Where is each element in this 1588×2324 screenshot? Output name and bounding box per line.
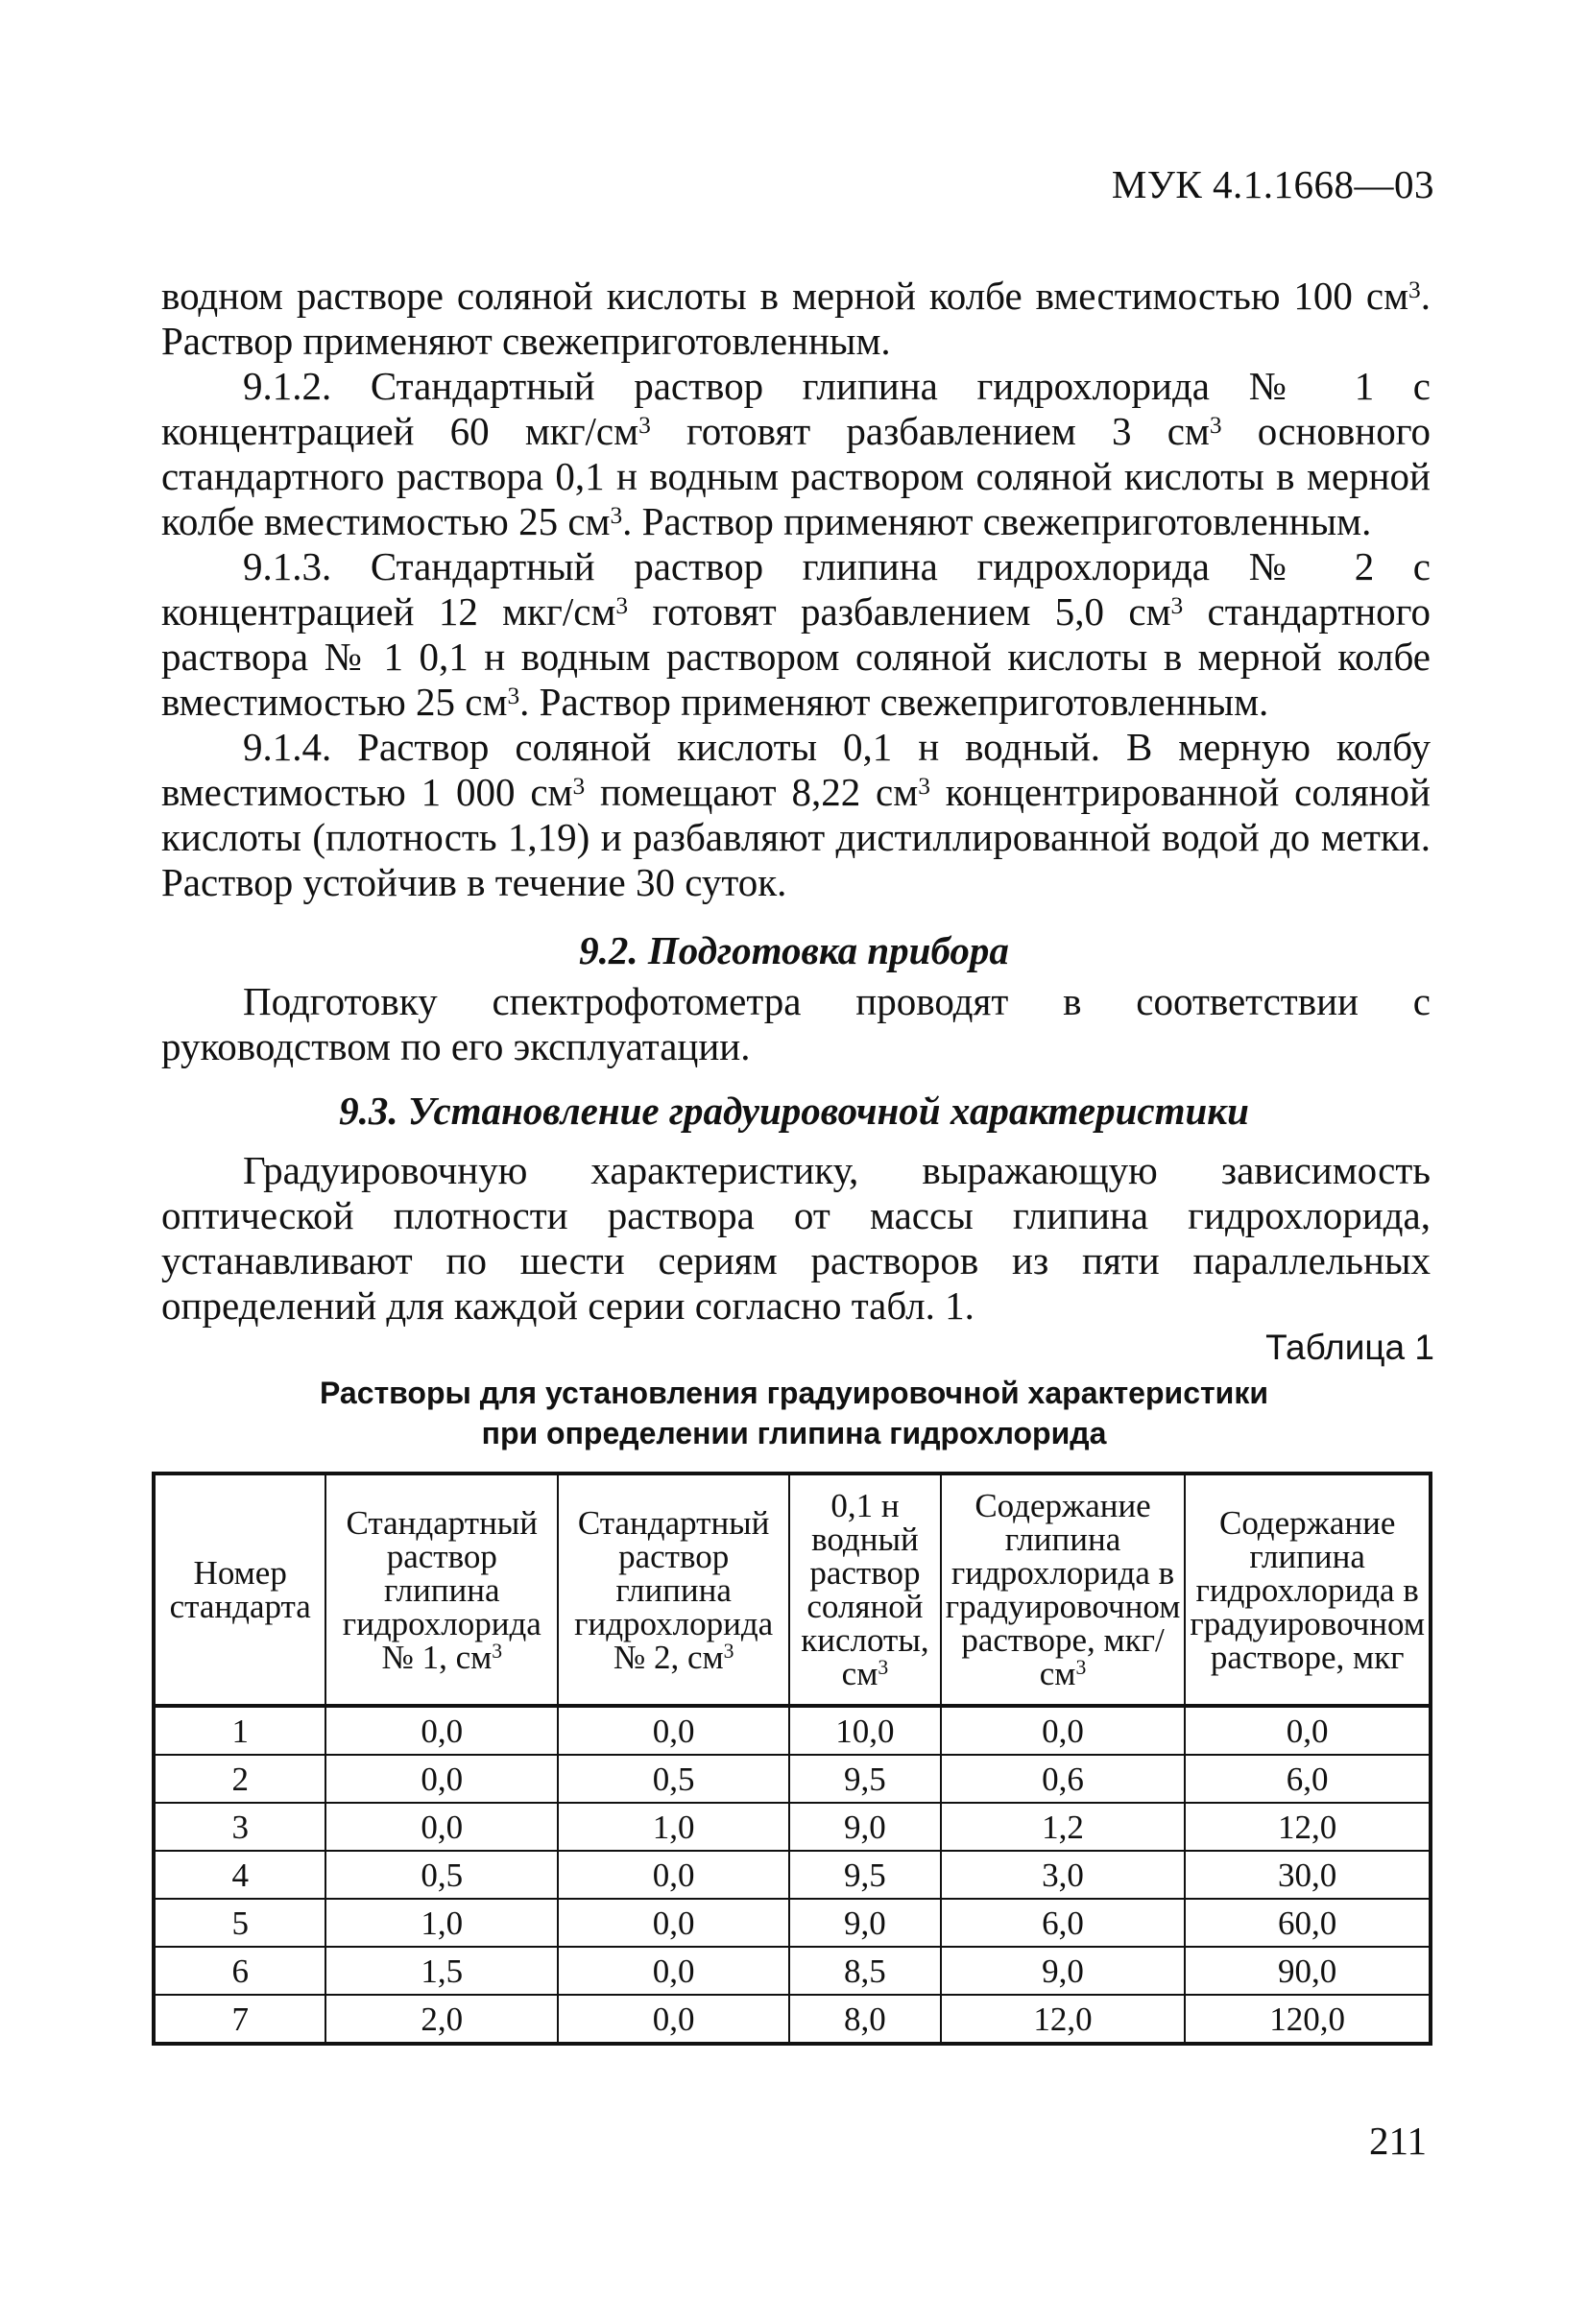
table-cell: 0,0	[558, 1706, 789, 1755]
table-cell: 8,0	[789, 1995, 941, 2044]
table-row	[154, 1851, 1431, 1899]
table-cell: 7	[154, 1995, 325, 2044]
table-cell: 0,0	[1185, 1706, 1431, 1755]
table-cell: 60,0	[1185, 1899, 1431, 1947]
header-hcl-solution: 0,1 н водный раствор соляной кислоты, $см^3$	[789, 1473, 941, 1706]
table-cell: 0,0	[558, 1947, 789, 1995]
running-header: МУК 4.1.1668—03	[1111, 162, 1434, 206]
page-number: 211	[1369, 2119, 1427, 2163]
body-text-top	[161, 274, 1431, 905]
table-cell: 1,2	[941, 1803, 1186, 1851]
table-cell: 10,0	[789, 1706, 941, 1755]
table-cell: 1,0	[325, 1899, 558, 1947]
table-cell: 3,0	[941, 1851, 1186, 1899]
table-row	[154, 1803, 1431, 1851]
table-cell: 3	[154, 1803, 325, 1851]
table-row	[154, 1899, 1431, 1947]
table-title: Растворы для установления градуировочной характеристики при определении глипина гидрохлорида	[319, 1376, 1269, 1450]
table-cell: 0,0	[558, 1851, 789, 1899]
table-cell: 6,0	[1185, 1755, 1431, 1803]
paragraph-9-2: Подготовку спектрофотометра проводят в соответствии с руководством по его эксплуатации.	[161, 979, 1431, 1068]
paragraph-9-1-2: 9.1.2. Стандартный раствор глипина гидрохлорида № 1 с концентрацией 60 мкг/$см^3$ готовят разбавлением 3 $см^3$ основного стандартного раствора 0,1 н водным раствором соляной кислоты в мерной колбе вместимостью 25 $см^3$. Раствор применяют свежеприготовленным.	[161, 364, 1432, 543]
table-row	[154, 1995, 1431, 2044]
header-standard-number: Номер стандарта	[154, 1473, 325, 1706]
table-cell: 12,0	[1185, 1803, 1431, 1851]
table-cell: 9,0	[789, 1803, 941, 1851]
table-row	[154, 1947, 1431, 1995]
table-cell: 1	[154, 1706, 325, 1755]
table-cell: 5	[154, 1899, 325, 1947]
header-mass-content: Содержание глипина гидрохлорида в градуировочном растворе, мкг	[1185, 1473, 1431, 1706]
table-cell: 90,0	[1185, 1947, 1431, 1995]
table-row	[154, 1755, 1431, 1803]
calibration-table	[152, 1472, 1432, 2046]
table-cell: 4	[154, 1851, 325, 1899]
table-cell: 0,0	[325, 1755, 558, 1803]
table-cell: 2	[154, 1755, 325, 1803]
table-label: Таблица 1	[1265, 1328, 1434, 1367]
paragraph-9-1-3: 9.1.3. Стандартный раствор глипина гидрохлорида № 2 с концентрацией 12 мкг/$см^3$ готовят разбавлением 5,0 $см^3$ стандартного раствора № 1 0,1 н водным раствором соляной кислоты в мерной колбе вместимостью 25 $см^3$. Раствор применяют свежеприготовленным.	[161, 544, 1431, 724]
table-cell: 30,0	[1185, 1851, 1431, 1899]
section-heading-9-3: 9.3. Установление градуировочной характеристики	[339, 1089, 1249, 1133]
table-cell: 0,6	[941, 1755, 1186, 1803]
table-cell: 8,5	[789, 1947, 941, 1995]
table-cell: 9,5	[789, 1851, 941, 1899]
table-cell: 0,0	[941, 1706, 1186, 1755]
table-cell: 2,0	[325, 1995, 558, 2044]
table-cell: 1,0	[558, 1803, 789, 1851]
table-cell: 0,0	[558, 1995, 789, 2044]
table-cell: 0,5	[558, 1755, 789, 1803]
table-cell: 6	[154, 1947, 325, 1995]
table-row	[154, 1706, 1431, 1755]
paragraph-9-1-4: 9.1.4. Раствор соляной кислоты 0,1 н водный. В мерную колбу вместимостью 1 000 $см^3$ помещают 8,22 $см^3$ концентрированной соляной кислоты (плотность 1,19) и разбавляют дистиллированной водой до метки. Раствор устойчив в течение 30 суток.	[161, 725, 1431, 904]
table-header-row	[154, 1473, 1431, 1706]
paragraph-continuation: водном растворе соляной кислоты в мерной колбе вместимостью 100 $см^3$. Раствор применяют свежеприготовленным.	[161, 274, 1431, 363]
header-standard-solution-1: Стандартный раствор глипина гидрохлорида № 1, $см^3$	[325, 1473, 558, 1706]
table-cell: 0,5	[325, 1851, 558, 1899]
paragraph-9-3: Градуировочную характеристику, выражающую зависимость оптической плотности раствора от массы глипина гидрохлорида, устанавливают по шести сериям растворов из пяти параллельных определений для каждой серии согласно табл. 1.	[161, 1148, 1431, 1328]
table-cell: 9,0	[789, 1899, 941, 1947]
table-cell: 0,0	[325, 1706, 558, 1755]
header-standard-solution-2: Стандартный раствор глипина гидрохлорида № 2, $см^3$	[558, 1473, 789, 1706]
table-cell: 0,0	[558, 1899, 789, 1947]
table-cell: 0,0	[325, 1803, 558, 1851]
section-heading-9-2: 9.2. Подготовка прибора	[579, 928, 1009, 972]
header-concentration: Содержание глипина гидрохлорида в градуировочном растворе, мкг/$см^3$	[941, 1473, 1186, 1706]
table-cell: 12,0	[941, 1995, 1186, 2044]
table-cell: 9,0	[941, 1947, 1186, 1995]
table-cell: 1,5	[325, 1947, 558, 1995]
table-cell: 9,5	[789, 1755, 941, 1803]
table-cell: 120,0	[1185, 1995, 1431, 2044]
table-cell: 6,0	[941, 1899, 1186, 1947]
